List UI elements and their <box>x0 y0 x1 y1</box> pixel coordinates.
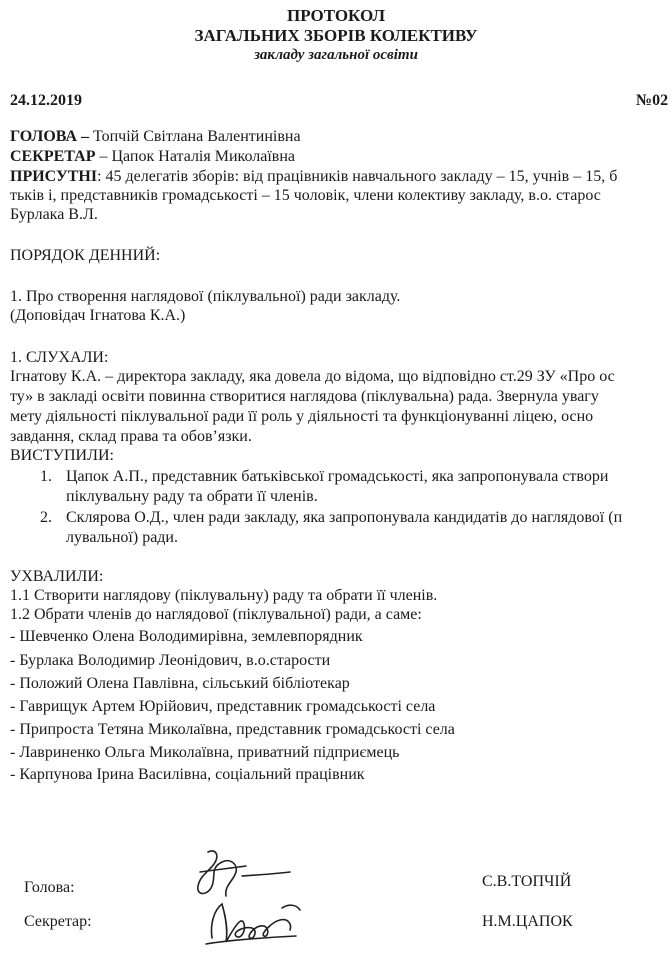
present-line <box>10 167 617 186</box>
spoke-item-text: Цапок А.П., представник батьківської громадськості, яка запропонувала створи <box>66 468 609 485</box>
heard-line: завдання, склад права та обов’язки. <box>10 428 252 445</box>
secretary-sign-label: Секретар: <box>24 913 92 930</box>
present-label: ПРИСУТНІ <box>10 168 98 185</box>
heard-line: Ігнатову К.А. – директора закладу, яка довела до відома, що відповідно ст.29 ЗУ «Про ос <box>10 368 615 385</box>
chair-sign-label: Голова: <box>24 879 75 896</box>
spoke-heading: ВИСТУПИЛИ: <box>10 447 114 464</box>
member-item: - Лавриненко Ольга Миколаївна, приватний підприємець <box>10 744 400 761</box>
spoke-item-text: Склярова О.Д., член ради закладу, яка запропонувала кандидатів до наглядової (п <box>66 509 623 526</box>
chair-name: Топчій Світлана Валентинівна <box>89 128 301 145</box>
secretary-label: СЕКРЕТАР <box>10 148 96 165</box>
member-item: - Бурлака Володимир Леонідович, в.о.старости <box>10 652 331 669</box>
member-item: - Положий Олена Павлівна, сільський бібліотекар <box>10 675 350 692</box>
resolved-heading: УХВАЛИЛИ: <box>10 568 104 585</box>
chair-label: ГОЛОВА – <box>10 128 90 145</box>
secretary-sign-name: Н.М.ЦАПОК <box>482 913 573 930</box>
spoke-item-num: 1. <box>40 468 52 485</box>
present-text-2: тьків і, представників громадськості – 15 чоловік, члени колективу закладу, в.о. старос <box>10 187 601 204</box>
protocol-date: 24.12.2019 <box>10 92 82 109</box>
member-item: - Припроста Тетяна Миколаївна, представник громадськості села <box>10 721 455 738</box>
present-text-3: Бурлака В.Л. <box>10 206 98 223</box>
member-item: - Шевченко Олена Володимирівна, землевпорядник <box>10 628 363 645</box>
secretary-signature-scribble <box>196 894 308 952</box>
present-text-1: : 45 делегатів зборів: від працівників навчального закладу – 15, учнів – 15, б <box>97 168 618 185</box>
member-item: - Гаврищук Артем Юрійович, представник громадськості села <box>10 698 436 715</box>
resolved-point-2: 1.2 Обрати членів до наглядової (піклувальної) ради, а саме: <box>10 606 422 623</box>
secretary-name: – Цапок Наталія Миколаївна <box>95 148 296 165</box>
spoke-item-text: лувальної) ради. <box>66 529 178 546</box>
heard-heading: 1. СЛУХАЛИ: <box>10 349 109 366</box>
protocol-number: №02 <box>636 92 669 109</box>
heard-line: ту» в закладі освіти повинна створитися наглядова (піклувальна) рада. Звернула увагу <box>10 388 599 405</box>
agenda-speaker: (Доповідач Ігнатова К.А.) <box>10 307 186 324</box>
spoke-item-num: 2. <box>40 509 52 526</box>
resolved-point-1: 1.1 Створити наглядову (піклувальну) раду та обрати її членів. <box>10 587 438 604</box>
agenda-heading: ПОРЯДОК ДЕННИЙ: <box>10 247 161 264</box>
member-item: - Карпунова Ірина Василівна, соціальний працівник <box>10 766 365 783</box>
agenda-item-1: 1. Про створення наглядової (піклувальної) ради закладу. <box>10 288 401 305</box>
document-title: ПРОТОКОЛ <box>286 6 385 25</box>
secretary-line <box>10 147 295 166</box>
document-subtitle: закладу загальної освіти <box>254 47 418 63</box>
chair-sign-name: С.В.ТОПЧІЙ <box>482 873 572 890</box>
chair-line <box>10 127 301 146</box>
heard-line: мету діяльності піклувальної ради її роль у діяльності та функціонуванні ліцею, осно <box>10 408 594 425</box>
document-title-line2: ЗАГАЛЬНИХ ЗБОРІВ КОЛЕКТИВУ <box>194 26 478 45</box>
spoke-item-text: піклувальну раду та обрати її членів. <box>66 488 318 505</box>
